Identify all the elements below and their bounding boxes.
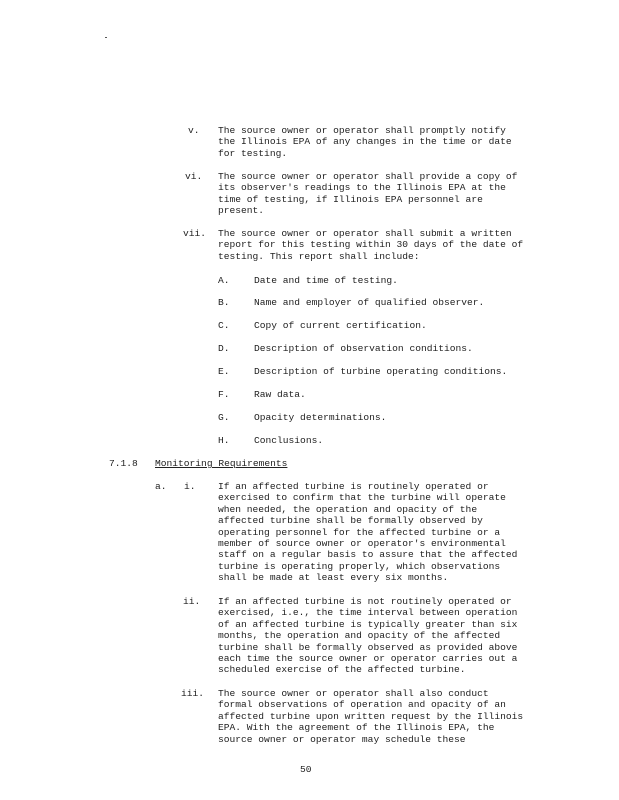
item-v-label: v. xyxy=(188,125,200,136)
item-ii-text: If an affected turbine is not routinely operated or exercised, i.e., the time interval between operation of an affected turbine is typically greater than six months, the operation and opacity of the affected turbine shall be formally observed as provided above each time the source owner or operator carries out a scheduled exercise of the affected turbine. xyxy=(218,596,518,676)
item-i-text: If an affected turbine is routinely operated or exercised to confirm that the turbine will operate when needed, the operation and opacity of the affected turbine shall be formally observed by operating personnel for the affected turbine or a member of source owner or operator's environmental staff on a regular basis to assure that the affected turbine is operating properly, which observations shall be made at least every six months. xyxy=(218,481,518,584)
report-item-text: Opacity determinations. xyxy=(254,412,387,423)
report-item-label: E. xyxy=(218,366,230,377)
item-vii-text: The source owner or operator shall submit a written report for this testing within 30 days of the date of testing. This report shall include: xyxy=(218,228,524,262)
item-i-label: i. xyxy=(184,481,196,492)
report-item-label: H. xyxy=(218,435,230,446)
item-v-text: The source owner or operator shall promptly notify the Illinois EPA of any changes in the time or date for testing. xyxy=(218,125,512,159)
item-ii-label: ii. xyxy=(183,596,201,607)
report-item-label: G. xyxy=(218,412,230,423)
report-item-label: F. xyxy=(218,389,230,400)
section-number: 7.1.8 xyxy=(109,458,138,469)
section-title: Monitoring Requirements xyxy=(155,458,288,469)
item-iii-label: iii. xyxy=(181,688,205,699)
report-item-text: Conclusions. xyxy=(254,435,324,446)
item-iii-text: The source owner or operator shall also conduct formal observations of operation and opacity of an affected turbine upon written request by the Illinois EPA. With the agreement of the Illinois EPA, the source owner or operator may schedule these xyxy=(218,688,524,745)
subsection-a-label: a. xyxy=(155,481,167,492)
item-vi-label: vi. xyxy=(185,171,203,182)
report-item-text: Description of turbine operating conditions. xyxy=(254,366,508,377)
report-item-text: Raw data. xyxy=(254,389,306,400)
item-vi-text: The source owner or operator shall provide a copy of its observer's readings to the Illinois EPA at the time of testing, if Illinois EPA personnel are present. xyxy=(218,171,518,217)
report-item-text: Copy of current certification. xyxy=(254,320,427,331)
item-vii-label: vii. xyxy=(183,228,207,239)
report-item-text: Description of observation conditions. xyxy=(254,343,473,354)
report-item-text: Name and employer of qualified observer. xyxy=(254,297,485,308)
scan-speck xyxy=(105,37,107,38)
report-item-label: A. xyxy=(218,275,230,286)
report-item-text: Date and time of testing. xyxy=(254,275,398,286)
report-item-label: B. xyxy=(218,297,230,308)
page-number: 50 xyxy=(300,764,312,775)
report-item-label: C. xyxy=(218,320,230,331)
report-item-label: D. xyxy=(218,343,230,354)
